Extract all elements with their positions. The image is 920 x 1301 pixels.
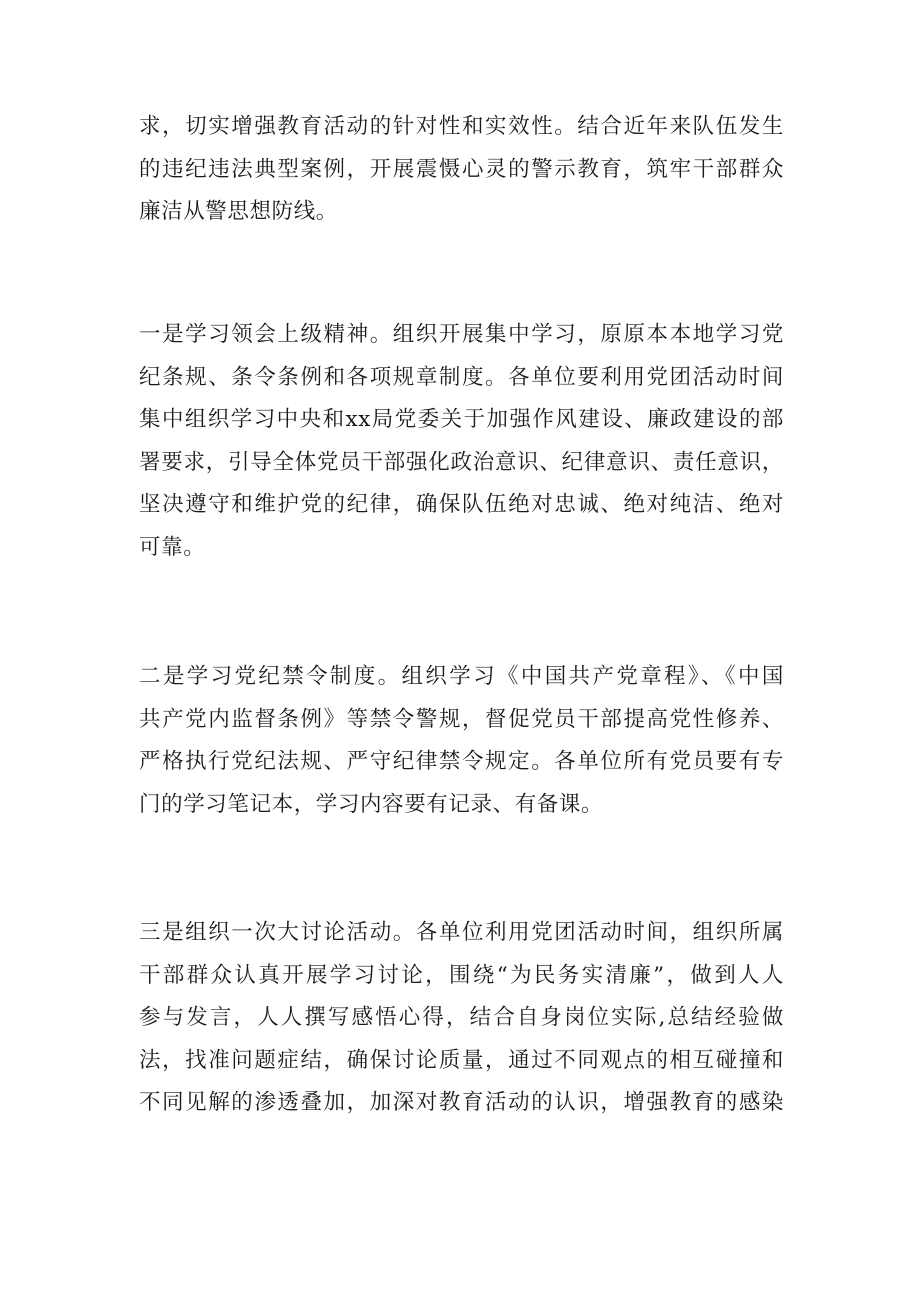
text-line: 法，找准问题症结，确保讨论质量，通过不同观点的相互碰撞和 bbox=[139, 1047, 784, 1073]
paragraph-point-three bbox=[139, 912, 784, 1125]
text-line: 的违纪违法典型案例，开展震慑心灵的警示教育，筑牢干部群众 bbox=[139, 156, 784, 182]
text-line: 门的学习笔记本，学习内容要有记录、有备课。 bbox=[139, 791, 604, 817]
text-line: 二是学习党纪禁令制度。组织学习《中国共产党章程》、《中国 bbox=[139, 664, 784, 689]
text-line: 参与发言，人人撰写感悟心得，结合自身岗位实际,总结经验做 bbox=[139, 1005, 784, 1030]
text-line: 三是组织一次大讨论活动。各单位利用党团活动时间，组织所属 bbox=[139, 920, 784, 945]
text-line: 廉洁从警思想防线。 bbox=[139, 199, 338, 224]
text-line: 一是学习领会上级精神。组织开展集中学习，原原本本地学习党 bbox=[139, 322, 784, 347]
paragraph-point-one bbox=[139, 314, 784, 569]
text-line: 坚决遵守和维护党的纪律，确保队伍绝对忠诚、绝对纯洁、绝对 bbox=[139, 492, 784, 517]
text-line: 共产党内监督条例》等禁令警规，督促党员干部提高党性修养、 bbox=[139, 706, 784, 732]
text-line: 严格执行党纪法规、严守纪律禁令规定。各单位所有党员要有专 bbox=[139, 749, 784, 774]
paragraph-intro-continuation bbox=[139, 106, 784, 234]
text-line: 不同见解的渗透叠加，加深对教育活动的认识，增强教育的感染 bbox=[139, 1090, 784, 1115]
text-line: 求，切实增强教育活动的针对性和实效性。结合近年来队伍发生 bbox=[139, 114, 784, 139]
text-line: 集中组织学习中央和xx局党委关于加强作风建设、廉政建设的部 bbox=[139, 407, 784, 432]
text-line: 纪条规、条令条例和各项规章制度。各单位要利用党团活动时间 bbox=[139, 364, 784, 390]
text-line: 署要求，引导全体党员干部强化政治意识、纪律意识、责任意识， bbox=[139, 449, 784, 475]
text-line: 干部群众认真开展学习讨论，围绕“为民务实清廉”，做到人人 bbox=[139, 962, 784, 988]
text-line: 可靠。 bbox=[139, 534, 206, 560]
paragraph-point-two bbox=[139, 656, 784, 826]
